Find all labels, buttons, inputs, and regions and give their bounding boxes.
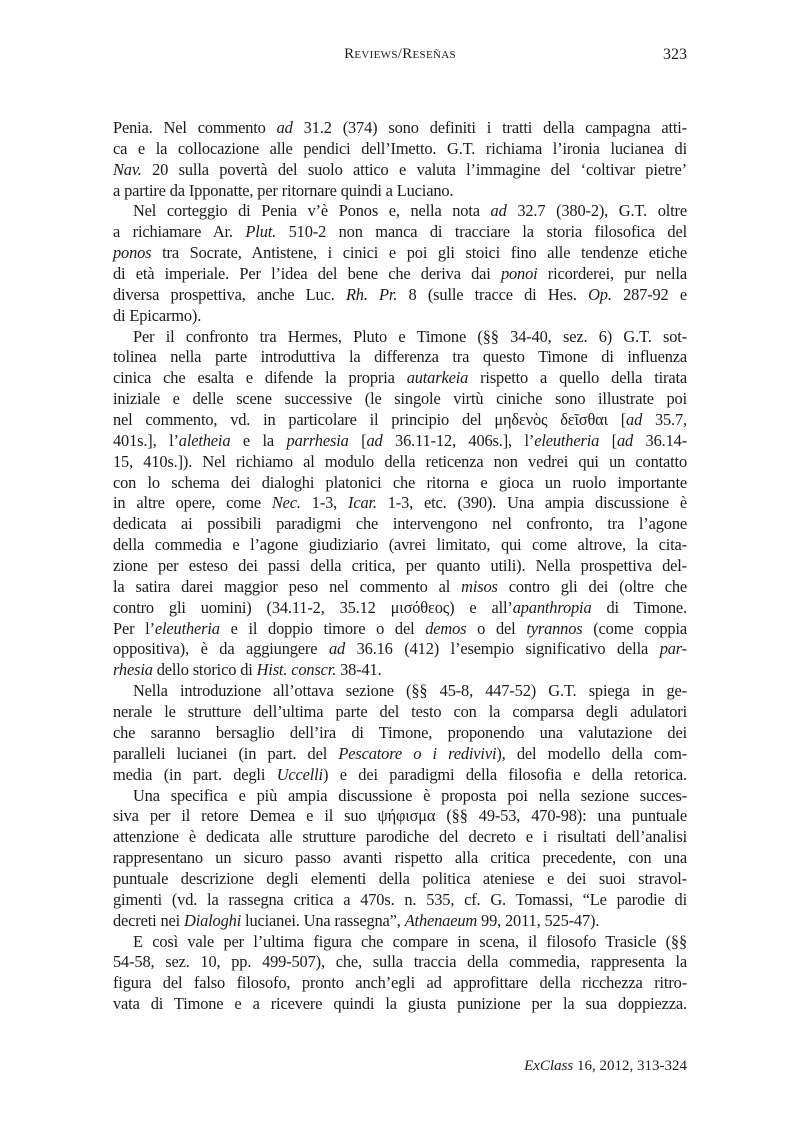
text-line bbox=[113, 744, 687, 765]
text-run: 54-58, sez. 10, pp. 499-507), che, sulla traccia della commedia, rappresenta la bbox=[113, 952, 687, 972]
body-text bbox=[113, 118, 687, 1015]
text-run: nerale le strutture dell’ultima parte del testo con la comparsa degli adulatori bbox=[113, 702, 687, 722]
italic-run: ad bbox=[626, 410, 643, 430]
italic-run: Icar. bbox=[348, 493, 377, 513]
text-line bbox=[113, 347, 687, 368]
text-run: Per l’ bbox=[113, 618, 155, 638]
italic-run: ad bbox=[616, 430, 634, 450]
text-run: 36.16 (412) l’esempio significativo della bbox=[345, 639, 660, 659]
text-line bbox=[113, 911, 687, 932]
italic-run: Plut. bbox=[245, 222, 277, 242]
text-run: ) e dei paradigmi della filosofia e della retorica. bbox=[322, 764, 688, 784]
text-run: di età imperiale. Per l’idea del bene che deriva dai bbox=[113, 264, 501, 284]
text-line bbox=[113, 431, 687, 452]
italic-run: tyrannos bbox=[526, 618, 583, 638]
italic-run: eleutheria bbox=[154, 618, 220, 638]
text-line bbox=[113, 160, 687, 181]
page-footer bbox=[524, 1058, 687, 1075]
text-run: e il doppio timore o del bbox=[219, 618, 426, 638]
text-line bbox=[113, 389, 687, 410]
text-run: 38-41. bbox=[336, 660, 382, 680]
journal-title: ExClass bbox=[524, 1058, 574, 1074]
italic-run: eleutheria bbox=[534, 430, 600, 450]
italic-run: autarkeia bbox=[406, 368, 469, 388]
text-line bbox=[113, 973, 687, 994]
text-run: siva per il retore Demea e il suo ψήφισμα (§§ 49-53, 470-98): una puntuale bbox=[113, 806, 687, 826]
text-line bbox=[113, 702, 687, 723]
text-run: e la bbox=[230, 430, 287, 450]
text-run: con lo schema dei dialoghi platonici che ritorna e gioca un ruolo importante bbox=[113, 472, 687, 492]
text-line bbox=[113, 577, 687, 598]
text-run: figura del falso filosofo, pronto anch’egli ad approfittare della ricchezza ritro- bbox=[113, 973, 687, 993]
text-line bbox=[113, 514, 687, 535]
italic-run: Nav. bbox=[113, 159, 142, 179]
text-line bbox=[113, 681, 687, 702]
text-run: rispetto a quello della tirata bbox=[468, 368, 687, 388]
text-line bbox=[113, 327, 687, 348]
italic-run: Athenaeum bbox=[404, 910, 478, 930]
text-run: Per il confronto tra Hermes, Pluto e Timone (§§ 34-40, sez. 6) G.T. sot- bbox=[133, 326, 687, 346]
text-run: paralleli lucianei (in part. del bbox=[113, 743, 339, 763]
text-line bbox=[113, 765, 687, 786]
text-run: 36.14- bbox=[633, 430, 687, 450]
text-run: lucianei. Una rassegna”, bbox=[241, 910, 405, 930]
text-run: 8 (sulle tracce di Hes. bbox=[397, 284, 589, 304]
italic-run: ad bbox=[276, 118, 293, 137]
text-run: 36.11-12, 406s.], l’ bbox=[382, 430, 535, 450]
text-line bbox=[113, 556, 687, 577]
text-run: diversa prospettiva, anche Luc. bbox=[113, 284, 346, 304]
paragraph bbox=[113, 118, 687, 201]
text-run: nel commento, vd. in particolare il principio del μηδενὸς δεῖσθαι [ bbox=[113, 410, 627, 430]
text-run: tra Socrate, Antistene, i cinici e poi gli stoici fino alle tendenze etiche bbox=[151, 243, 687, 263]
text-line bbox=[113, 222, 687, 243]
text-line bbox=[113, 410, 687, 431]
text-line bbox=[113, 598, 687, 619]
text-line bbox=[113, 848, 687, 869]
italic-run: Hist. conscr. bbox=[256, 660, 337, 680]
italic-run: Op. bbox=[588, 284, 612, 304]
text-run: a richiamare Ar. bbox=[113, 222, 246, 242]
italic-run: parrhesia bbox=[286, 430, 349, 450]
paragraph bbox=[113, 201, 687, 326]
text-run: (come coppia bbox=[582, 618, 688, 638]
text-run: media (in part. degli bbox=[113, 764, 277, 784]
text-line bbox=[113, 619, 687, 640]
text-run: attenzione è dedicata alle strutture parodiche del decreto e i risultati dell’analisi bbox=[113, 827, 687, 847]
italic-run: apanthropia bbox=[512, 597, 592, 617]
text-run: tolinea nella parte introduttiva la differenza tra questo Timone di influenza bbox=[113, 347, 687, 367]
text-line bbox=[113, 869, 687, 890]
text-run: Nella introduzione all’ottava sezione (§§ 45-8, 447-52) G.T. spiega in ge- bbox=[133, 681, 687, 701]
text-run: Nel corteggio di Penia v’è Ponos e, nella nota bbox=[133, 201, 491, 221]
text-run: [ bbox=[599, 430, 617, 450]
text-run: gimenti (vd. la rassegna critica a 470s. n. 535, cf. G. Tomassi, “Le parodie di bbox=[113, 889, 687, 909]
text-line bbox=[113, 368, 687, 389]
text-run: contro gli dei (oltre che bbox=[497, 576, 687, 596]
italic-run: ponoi bbox=[500, 264, 538, 284]
text-line bbox=[113, 493, 687, 514]
text-run: E così vale per l’ultima figura che compare in scena, il filosofo Trasicle (§§ bbox=[133, 931, 687, 951]
text-run: in altre opere, come bbox=[113, 493, 272, 513]
text-run: ), del modello della com- bbox=[496, 743, 688, 763]
italic-run: aletheia bbox=[178, 430, 231, 450]
text-run: contro gli uomini) (34.11-2, 35.12 μισόθεος) e all’ bbox=[113, 597, 513, 617]
text-run: zione per esteso dei passi della critica, per quanto utili). Nella prospettiva del- bbox=[113, 556, 687, 576]
text-run: cinica che esalta e difende la propria bbox=[113, 368, 407, 388]
text-run: 20 sulla povertà del suolo attico e valuta l’immagine del ‘coltivar pietre’ bbox=[141, 159, 687, 179]
text-line bbox=[113, 452, 687, 473]
text-run: di Timone. bbox=[591, 597, 687, 617]
text-run: 510-2 non manca di tracciare la storia filosofica del bbox=[276, 222, 688, 242]
text-line bbox=[113, 285, 687, 306]
text-line bbox=[113, 181, 687, 202]
text-line bbox=[113, 994, 687, 1015]
text-run: ca e la collocazione alle pendici dell’Imetto. G.T. richiama l’ironia lucianea di bbox=[113, 138, 687, 158]
text-run: che saranno bersaglio dell’ira di Timone, proponendo una valutazione dei bbox=[113, 722, 687, 742]
paragraph bbox=[113, 681, 687, 785]
text-line bbox=[113, 243, 687, 264]
text-line bbox=[113, 535, 687, 556]
text-run: iniziale e delle scene successive (le singole virtù ciniche sono illustrate poi bbox=[113, 389, 687, 409]
italic-run: ad bbox=[490, 201, 507, 221]
text-run: 31.2 (374) sono definiti i tratti della campagna atti- bbox=[292, 118, 687, 137]
text-run: Una specifica e più ampia discussione è proposta poi nella sezione succes- bbox=[133, 785, 687, 805]
text-line bbox=[113, 139, 687, 160]
text-line bbox=[113, 952, 687, 973]
italic-run: Rh. Pr. bbox=[345, 284, 398, 304]
italic-run: misos bbox=[461, 576, 498, 596]
running-title: Reviews/Reseñas bbox=[344, 46, 456, 62]
italic-run: ad bbox=[366, 430, 383, 450]
text-run: 401s.], l’ bbox=[113, 430, 179, 450]
text-run: dello storico di bbox=[152, 660, 257, 680]
text-line bbox=[113, 786, 687, 807]
italic-run: Nec. bbox=[271, 493, 301, 513]
italic-run: Dialoghi bbox=[184, 910, 242, 930]
page-number: 323 bbox=[663, 46, 687, 63]
text-run: [ bbox=[348, 430, 367, 450]
journal-citation: 16, 2012, 313-324 bbox=[573, 1058, 687, 1074]
italic-run: par- bbox=[659, 639, 687, 659]
italic-run: rhesia bbox=[113, 660, 153, 680]
text-line bbox=[113, 264, 687, 285]
text-line bbox=[113, 932, 687, 953]
text-run: 99, 2011, 525-47). bbox=[477, 910, 600, 930]
text-run: oppositiva), è da aggiungere bbox=[113, 639, 329, 659]
text-line bbox=[113, 723, 687, 744]
text-run: decreti nei bbox=[113, 910, 185, 930]
text-run: 35.7, bbox=[642, 410, 687, 430]
paragraph bbox=[113, 932, 687, 1015]
paragraph bbox=[113, 786, 687, 932]
text-run: puntuale descrizione degli elementi della politica ateniese e dei suoi stravol- bbox=[113, 868, 687, 888]
paragraph bbox=[113, 327, 687, 682]
text-line bbox=[113, 890, 687, 911]
italic-run: Pescatore o i redivivi bbox=[338, 743, 497, 763]
text-line bbox=[113, 660, 687, 681]
text-run: a partire da Ipponatte, per ritornare quindi a Luciano. bbox=[113, 180, 454, 200]
italic-run: Uccelli bbox=[276, 764, 323, 784]
text-run: di Epicarmo). bbox=[113, 305, 202, 325]
text-run: rappresentano un sicuro passo avanti rispetto alla critica precedente, con una bbox=[113, 848, 687, 868]
text-run: 1-3, bbox=[300, 493, 349, 513]
text-run: 32.7 (380-2), G.T. oltre bbox=[506, 201, 687, 221]
text-run: dedicata ai possibili paradigmi che intervengono nel confronto, tra l’agone bbox=[113, 514, 687, 534]
text-line bbox=[113, 118, 687, 139]
text-run: o del bbox=[466, 618, 527, 638]
italic-run: ponos bbox=[113, 243, 152, 263]
text-line bbox=[113, 639, 687, 660]
text-line bbox=[113, 473, 687, 494]
italic-run: demos bbox=[425, 618, 467, 638]
text-run: ricorderei, pur nella bbox=[537, 264, 687, 284]
text-run: 1-3, etc. (390). Una ampia discussione è bbox=[376, 493, 687, 513]
text-run: 15, 410s.]). Nel richiamo al modulo della reticenza non vedrei qui un contatto bbox=[113, 451, 687, 471]
text-line bbox=[113, 827, 687, 848]
text-line bbox=[113, 306, 687, 327]
text-run: la satira darei maggior peso nel commento al bbox=[113, 576, 462, 596]
text-run: vata di Timone e a ricevere quindi la giusta punizione per la sua doppiezza. bbox=[113, 994, 687, 1014]
text-line bbox=[113, 201, 687, 222]
italic-run: ad bbox=[328, 639, 346, 659]
text-run: Penia. Nel commento bbox=[113, 118, 277, 137]
text-run: 287-92 e bbox=[611, 284, 687, 304]
text-line bbox=[113, 806, 687, 827]
text-run: della commedia e l’agone giudiziario (avrei limitato, qui come altrove, la cita- bbox=[113, 535, 687, 555]
